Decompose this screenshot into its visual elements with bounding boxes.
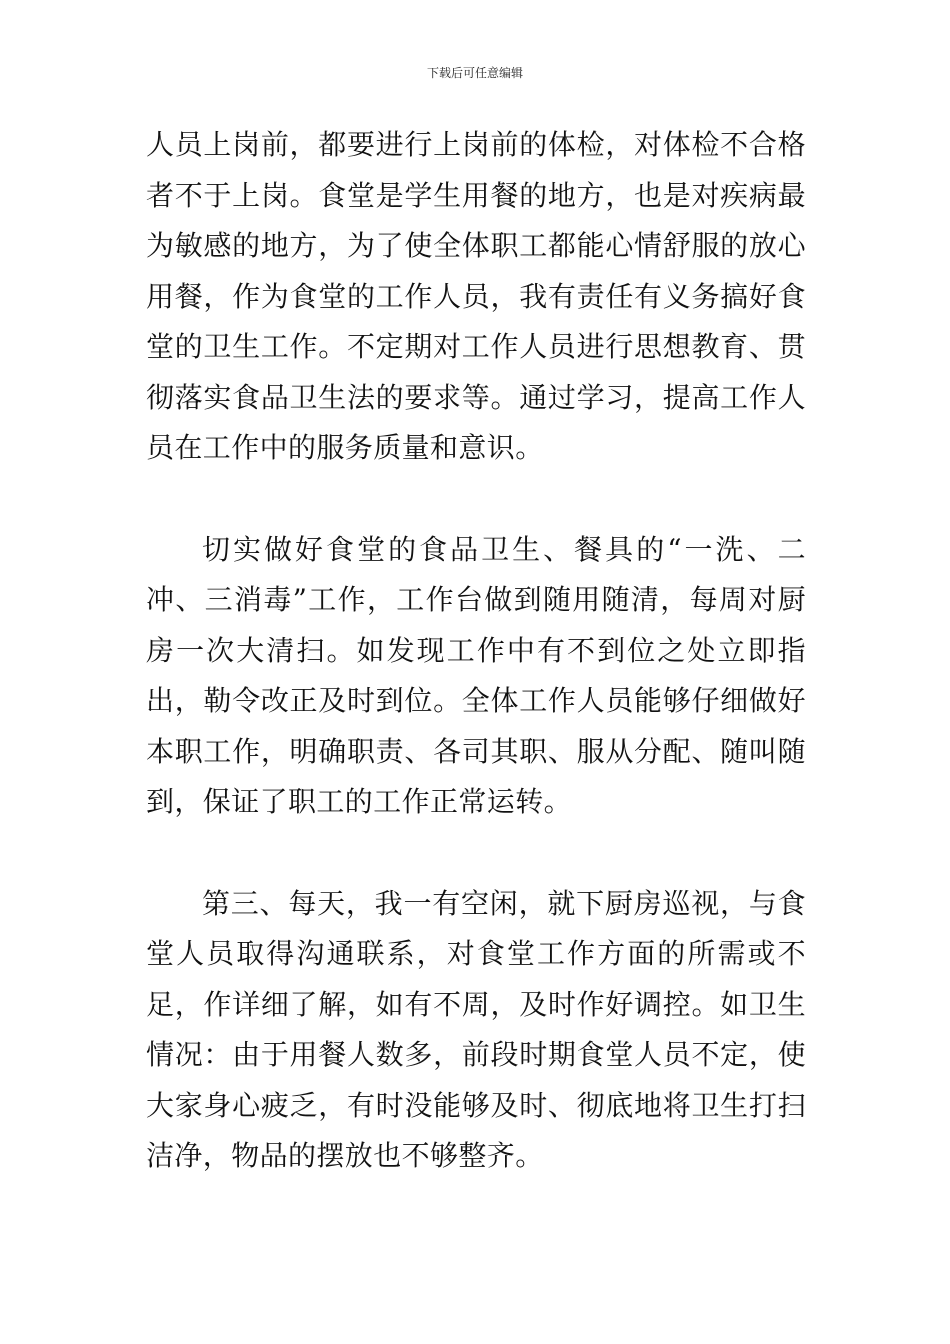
paragraph-gap — [146, 474, 806, 525]
paragraph-1: 人员上岗前，都要进行上岗前的体检，对体检不合格者不于上岗。食堂是学生用餐的地方，也是对疾病最为敏感的地方，为了使全体职工都能心情舒服的放心用餐，作为食堂的工作人员，我有责任有义务搞好食堂的卫生工作。不定期对工作人员进行思想教育、贯彻落实食品卫生法的要求等。通过学习，提高工作人员在工作中的服务质量和意识。 — [146, 128, 806, 464]
paragraph-3: 第三、每天，我一有空闲，就下厨房巡视，与食堂人员取得沟通联系，对食堂工作方面的所需或不足，作详细了解，如有不周，及时作好调控。如卫生情况：由于用餐人数多，前段时期食堂人员不定，使大家身心疲乏，有时没能够及时、彻底地将卫生打扫洁净，物品的摆放也不够整齐。 — [146, 886, 806, 1172]
paragraph-2: 切实做好食堂的食品卫生、餐具的“一洗、二冲、三消毒”工作，工作台做到随用随清，每周对厨房一次大清扫。如发现工作中有不到位之处立即指出，勒令改正及时到位。全体工作人员能够仔细做好本职工作，明确职责、各司其职、服从分配、随叫随到，保证了职工的工作正常运转。 — [146, 532, 806, 818]
paragraph-gap — [146, 828, 806, 879]
page-header: 下载后可任意编辑 — [426, 66, 523, 80]
document-body — [146, 120, 806, 1182]
